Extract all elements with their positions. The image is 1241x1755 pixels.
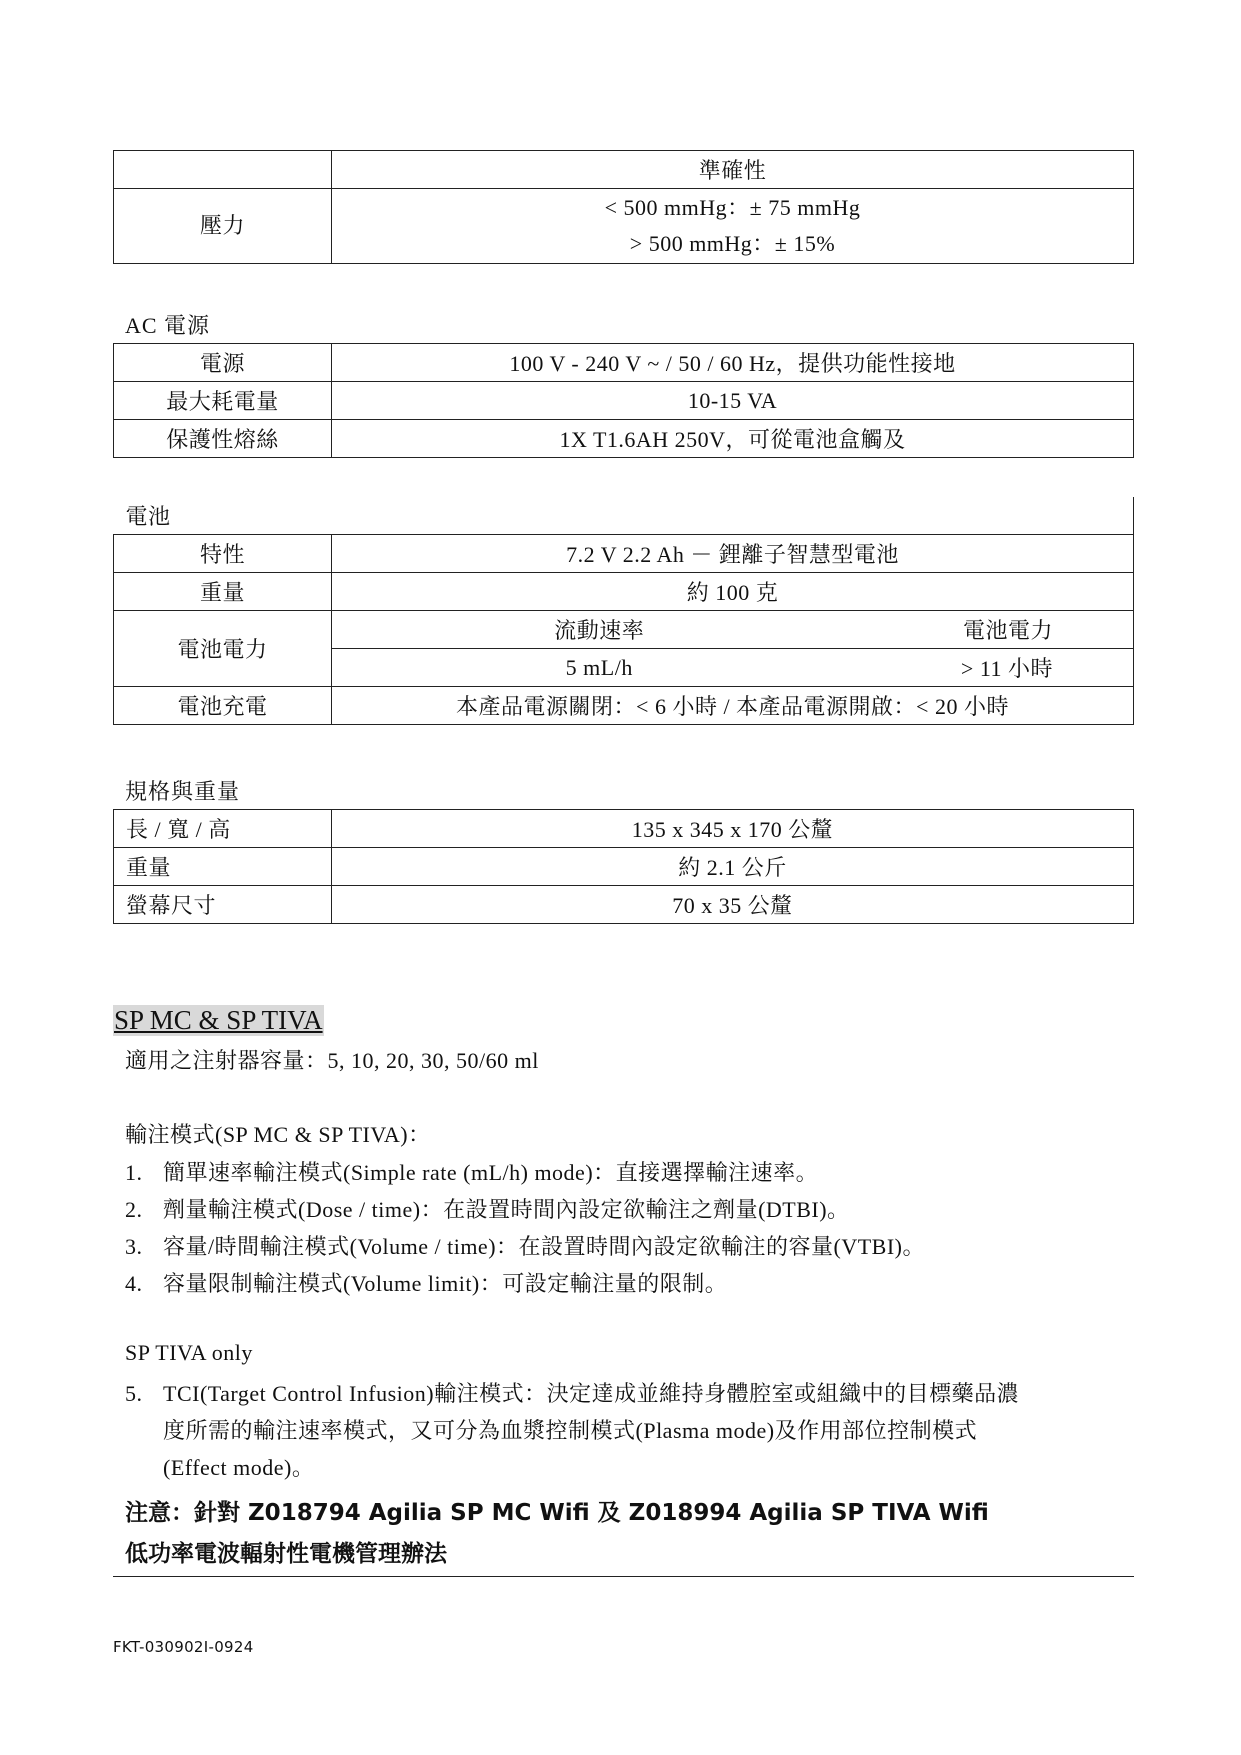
size-label: 長 / 寬 / 高 <box>114 810 332 848</box>
note-divider <box>113 1576 1134 1577</box>
mode-number: 2. <box>125 1197 143 1222</box>
battery-power-label: 電池電力 <box>114 611 332 687</box>
ac-power-label: 電源 <box>114 344 332 382</box>
mode-item-3 <box>125 1230 925 1261</box>
pressure-line-2: > 500 mmHg：± 15% <box>629 231 836 256</box>
battery-power-value: > 11 小時 <box>867 649 1134 687</box>
syringe-capacity: 適用之注射器容量：5, 10, 20, 30, 50/60 ml <box>125 1048 539 1073</box>
mode-number: 1. <box>125 1160 143 1185</box>
tci-line-3: (Effect mode)。 <box>163 1455 315 1480</box>
screen-size-value: 70 x 35 公釐 <box>332 886 1134 924</box>
tci-line-2: 度所需的輸注速率模式，又可分為血漿控制模式(Plasma mode)及作用部位控制模式 <box>163 1418 978 1443</box>
mode-text: 容量限制輸注模式(Volume limit)：可設定輸注量的限制。 <box>163 1271 728 1296</box>
fuse-value: 1X T1.6AH 250V，可從電池盒觸及 <box>332 420 1134 458</box>
mode-number: 3. <box>125 1234 143 1259</box>
battery-charge-label: 電池充電 <box>114 687 332 725</box>
accuracy-table <box>113 150 1134 264</box>
mode-number: 4. <box>125 1271 143 1296</box>
mode-text: 容量/時間輸注模式(Volume / time)：在設置時間內設定欲輸注的容量(VTBI)。 <box>163 1234 925 1259</box>
mode-number: 5. <box>125 1381 143 1406</box>
size-value: 135 x 345 x 170 公釐 <box>332 810 1134 848</box>
pressure-values <box>332 189 1134 264</box>
ac-power-title: AC 電源 <box>125 313 211 338</box>
battery-table <box>113 497 1134 725</box>
fuse-label: 保護性熔絲 <box>114 420 332 458</box>
flow-rate-header: 流動速率 <box>332 611 867 649</box>
battery-title: 電池 <box>114 497 1134 535</box>
battery-weight-label: 重量 <box>114 573 332 611</box>
flow-rate-value: 5 mL/h <box>332 649 867 687</box>
mode-text: 簡單速率輸注模式(Simple rate (mL/h) mode)：直接選擇輸注速率。 <box>163 1160 819 1185</box>
tiva-only-label: SP TIVA only <box>125 1340 253 1365</box>
screen-size-label: 螢幕尺寸 <box>114 886 332 924</box>
mode-item-4 <box>125 1267 727 1298</box>
modes-title: 輸注模式(SP MC & SP TIVA)： <box>125 1122 431 1147</box>
max-consumption-label: 最大耗電量 <box>114 382 332 420</box>
ac-power-value: 100 V - 240 V ~ / 50 / 60 Hz，提供功能性接地 <box>332 344 1134 382</box>
battery-charge-value: 本產品電源關閉：< 6 小時 / 本產品電源開啟：< 20 小時 <box>332 687 1134 725</box>
tci-line-1: TCI(Target Control Infusion)輸注模式：決定達成並維持身體腔室或組織中的目標藥品濃 <box>163 1381 1020 1406</box>
battery-characteristic-label: 特性 <box>114 535 332 573</box>
ac-power-table <box>113 343 1134 458</box>
weight-label: 重量 <box>114 848 332 886</box>
note-line-2: 低功率電波輻射性電機管理辦法 <box>125 1541 447 1567</box>
weight-value: 約 2.1 公斤 <box>332 848 1134 886</box>
footer-code: FKT-030902I-0924 <box>113 1638 254 1656</box>
dimensions-title: 規格與重量 <box>125 779 241 804</box>
battery-power-header: 電池電力 <box>867 611 1134 649</box>
sp-section-heading: SP MC & SP TIVA <box>114 1005 323 1035</box>
pressure-label: 壓力 <box>114 189 332 264</box>
accuracy-header: 準確性 <box>332 151 1134 189</box>
mode-text: 劑量輸注模式(Dose / time)：在設置時間內設定欲輸注之劑量(DTBI)。 <box>163 1197 850 1222</box>
pressure-line-1: < 500 mmHg：± 75 mmHg <box>604 195 861 220</box>
mode-item-5 <box>125 1377 1019 1408</box>
note-line-1: 注意：針對 Z018794 Agilia SP MC Wifi 及 Z018994 Agilia SP TIVA Wifi <box>125 1500 989 1526</box>
max-consumption-value: 10-15 VA <box>332 382 1134 420</box>
accuracy-empty-cell <box>114 151 332 189</box>
dimensions-table <box>113 809 1134 924</box>
mode-item-2 <box>125 1193 850 1224</box>
mode-item-1 <box>125 1156 818 1187</box>
battery-weight-value: 約 100 克 <box>332 573 1134 611</box>
battery-characteristic-value: 7.2 V 2.2 Ah － 鋰離子智慧型電池 <box>332 535 1134 573</box>
